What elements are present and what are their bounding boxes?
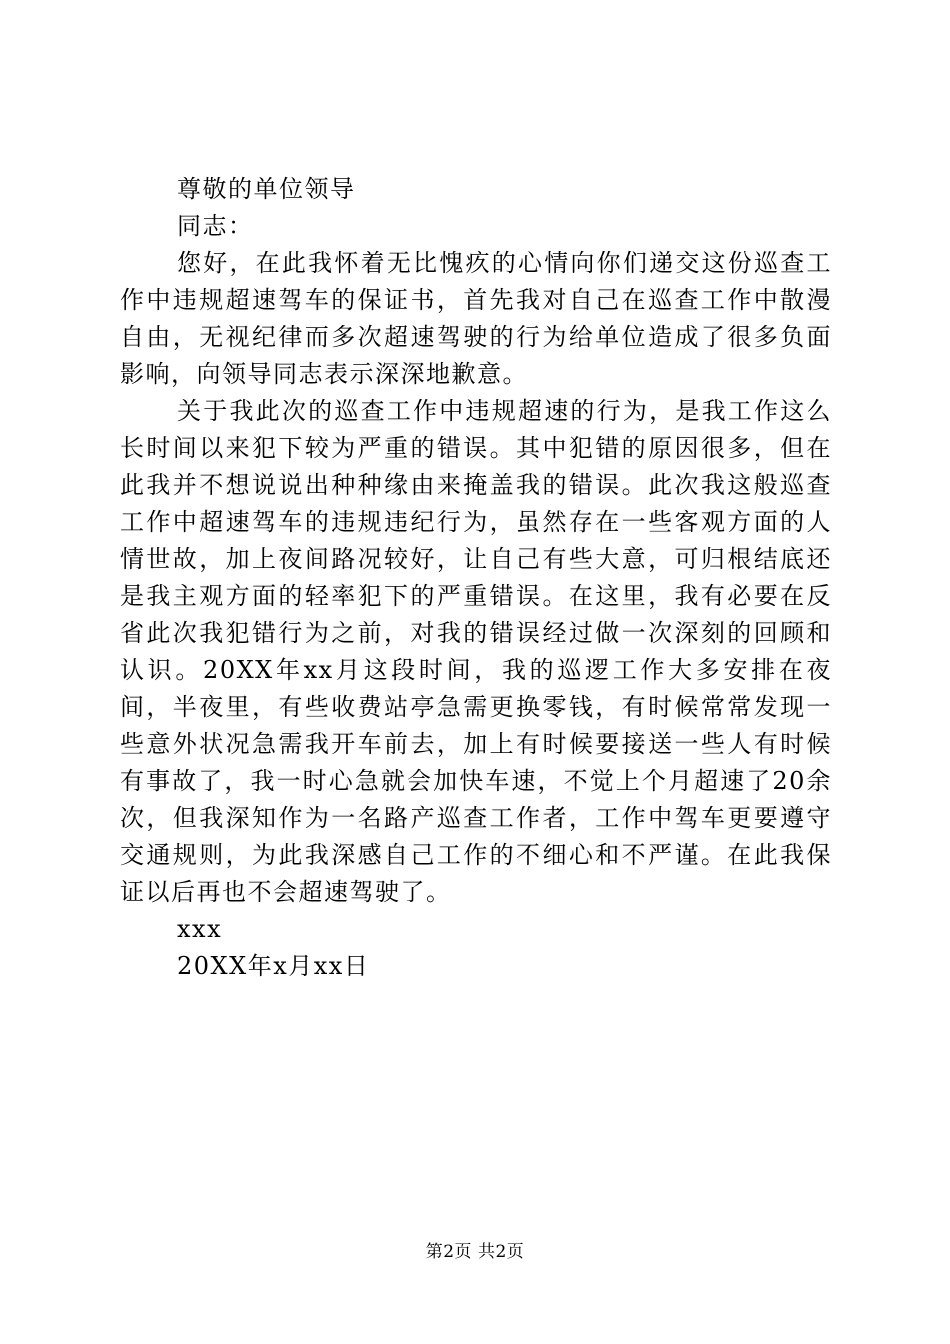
page-number: 第2页 共2页 (425, 1242, 525, 1262)
signature: xxx (177, 915, 223, 943)
paragraph-apology: 您好，在此我怀着无比愧疚的心情向你们递交这份巡查工作中违规超速驾车的保证书，首先我对自己在巡查工作中散漫自由，无视纪律而多次超速驾驶的行为给单位造成了很多负面影响，向领导同志表示深深地歉意。 (120, 249, 832, 388)
salutation-line-1: 尊敬的单位领导 (177, 175, 356, 203)
salutation-line-2: 同志： (177, 212, 254, 240)
letter-body (120, 171, 832, 985)
letter-date: 20XX年x月xx日 (177, 952, 370, 980)
page-footer (0, 1241, 950, 1263)
paragraph-explanation: 关于我此次的巡查工作中违规超速的行为，是我工作这么长时间以来犯下较为严重的错误。其中犯错的原因很多，但在此我并不想说说出种种缘由来掩盖我的错误。此次我这般巡查工作中超速驾车的违规违纪行为，虽然存在一些客观方面的人情世故，加上夜间路况较好，让自己有些大意，可归根结底还是我主观方面的轻率犯下的严重错误。在这里，我有必要在反省此次我犯错行为之前，对我的错误经过做一次深刻的回顾和认识。20XX年xx月这段时间，我的巡逻工作大多安排在夜间，半夜里，有些收费站亭急需更换零钱，有时候常常发现一些意外状况急需我开车前去，加上有时候要接送一些人有时候有事故了，我一时心急就会加快车速，不觉上个月超速了20余次，但我深知作为一名路产巡查工作者，工作中驾车更要遵守交通规则，为此我深感自己工作的不细心和不严谨。在此我保证以后再也不会超速驾驶了。 (120, 397, 832, 906)
